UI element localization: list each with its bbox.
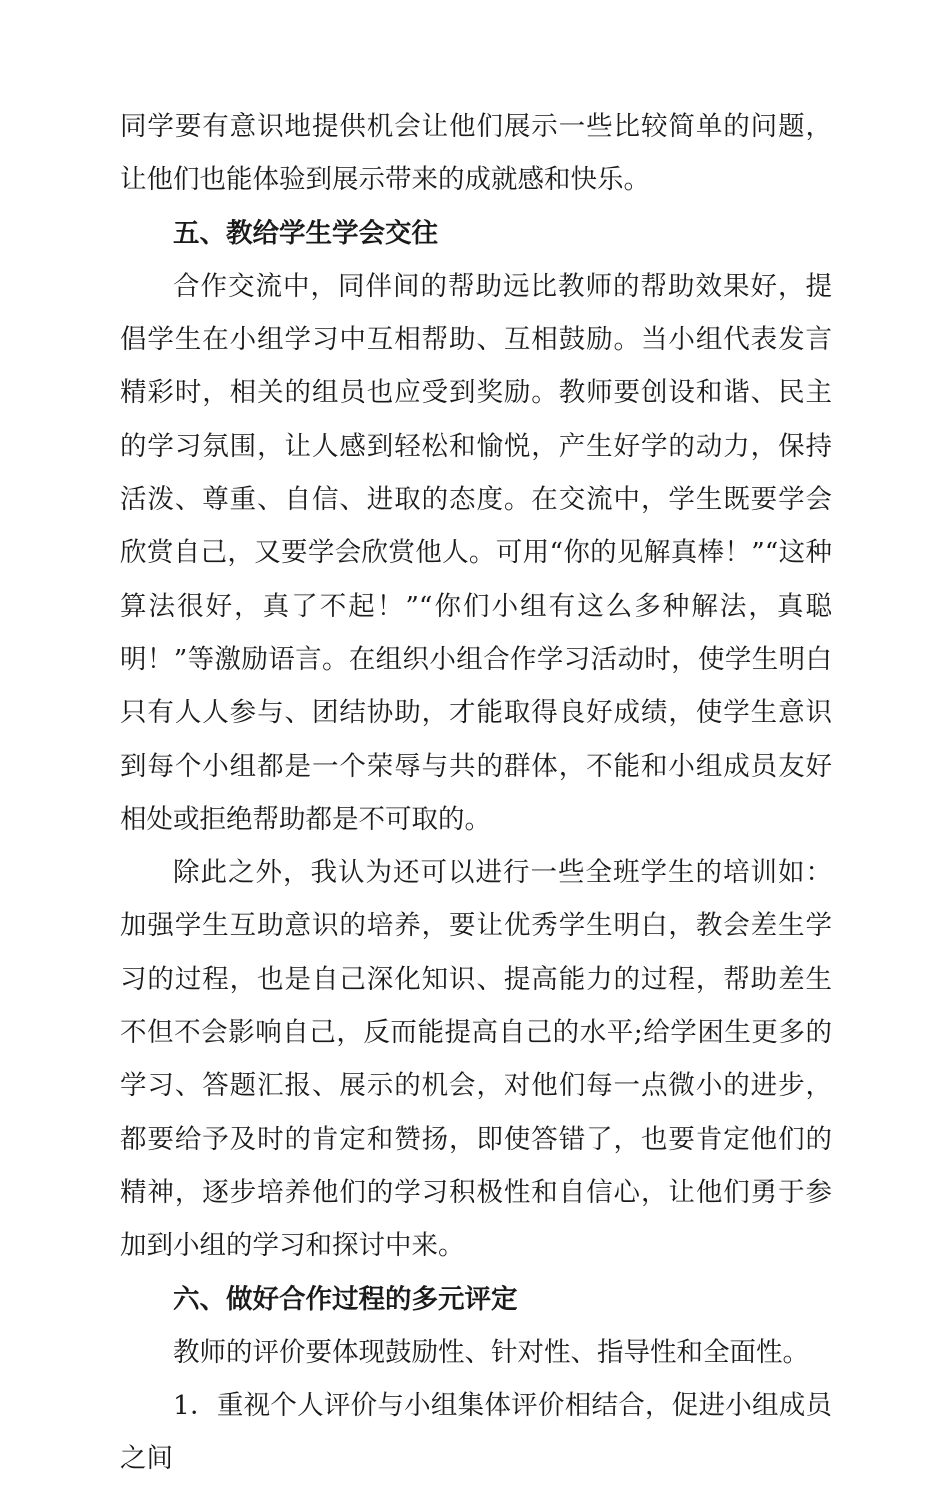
paragraph-item-one: 1．重视个人评价与小组集体评价相结合，促进小组成员之间 xyxy=(120,1390,832,1475)
section-heading-six: 六、做好合作过程的多元评定 xyxy=(173,1283,518,1315)
section-heading-five: 五、教给学生学会交往 xyxy=(173,217,438,249)
paragraph-evaluation: 教师的评价要体现鼓励性、针对性、指导性和全面性。 xyxy=(173,1336,809,1368)
paragraph-continuation: 同学要有意识地提供机会让他们展示一些比较简单的问题，让他们也能体验到展示带来的成就感和快乐。 xyxy=(120,111,832,196)
paragraph-cooperation: 合作交流中，同伴间的帮助远比教师的帮助效果好，提倡学生在小组学习中互相帮助、互相鼓励。当小组代表发言精彩时，相关的组员也应受到奖励。教师要创设和谐、民主的学习氛围，让人感到轻松和愉悦，产生好学的动力，保持活泼、尊重、自信、进取的态度。在交流中，学生既要学会欣赏自己，又要学会欣赏他人。可用“你的见解真棒！”“这种算法很好，真了不起！”“你们小组有这么多种解法，真聪明！”等激励语言。在组织小组合作学习活动时，使学生明白只有人人参与、团结协助，才能取得良好成绩，使学生意识到每个小组都是一个荣辱与共的群体，不能和小组成员友好相处或拒绝帮助都是不可取的。 xyxy=(120,270,832,835)
paragraph-training: 除此之外，我认为还可以进行一些全班学生的培训如：加强学生互助意识的培养，要让优秀学生明白，教会差生学习的过程，也是自己深化知识、提高能力的过程，帮助差生不但不会影响自己，反而能提高自己的水平;给学困生更多的学习、答题汇报、展示的机会，对他们每一点微小的进步，都要给予及时的肯定和赞扬，即使答错了，也要肯定他们的精神，逐步培养他们的学习积极性和自信心，让他们勇于参加到小组的学习和探讨中来。 xyxy=(120,857,832,1262)
document-page xyxy=(120,100,832,1486)
